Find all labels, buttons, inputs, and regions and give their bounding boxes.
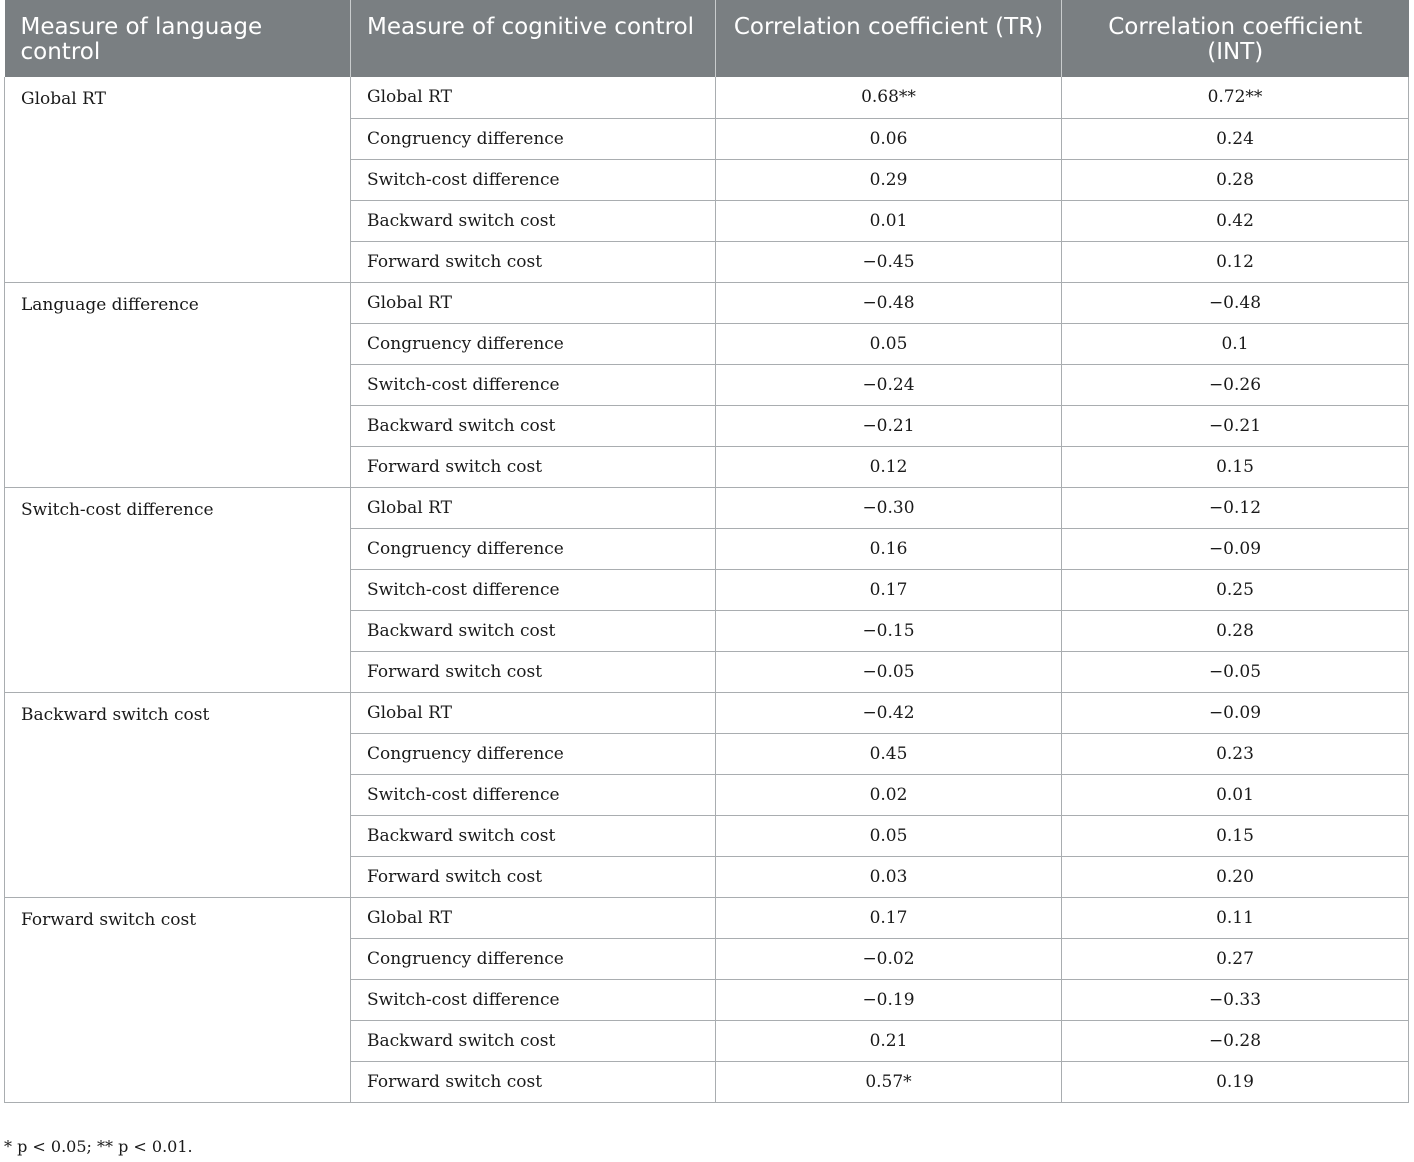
correlation-tr-value: −0.02: [716, 938, 1062, 979]
cognitive-control-measure: Switch-cost difference: [351, 159, 716, 200]
correlation-tr-value: −0.05: [716, 651, 1062, 692]
header-cognitive-control: Measure of cognitive control: [351, 0, 716, 77]
correlation-int-value: −0.33: [1062, 979, 1409, 1020]
correlation-int-value: 0.24: [1062, 118, 1409, 159]
correlation-int-value: 0.12: [1062, 241, 1409, 282]
correlation-tr-value: 0.68**: [716, 77, 1062, 118]
cognitive-control-measure: Congruency difference: [351, 938, 716, 979]
correlation-tr-value: −0.45: [716, 241, 1062, 282]
correlation-int-value: −0.26: [1062, 364, 1409, 405]
correlation-int-value: −0.05: [1062, 651, 1409, 692]
cognitive-control-measure: Switch-cost difference: [351, 569, 716, 610]
correlation-table-container: [4, 0, 1408, 1103]
correlation-int-value: 0.20: [1062, 856, 1409, 897]
correlation-tr-value: −0.15: [716, 610, 1062, 651]
table-row: [5, 897, 1409, 938]
cognitive-control-measure: Congruency difference: [351, 528, 716, 569]
table-header: [5, 0, 1409, 77]
correlation-tr-value: 0.05: [716, 815, 1062, 856]
correlation-tr-value: 0.17: [716, 897, 1062, 938]
correlation-tr-value: 0.57*: [716, 1061, 1062, 1102]
correlation-int-value: 0.11: [1062, 897, 1409, 938]
cognitive-control-measure: Global RT: [351, 692, 716, 733]
correlation-tr-value: 0.17: [716, 569, 1062, 610]
correlation-tr-value: −0.30: [716, 487, 1062, 528]
cognitive-control-measure: Forward switch cost: [351, 241, 716, 282]
header-correlation-tr: Correlation coefficient (TR): [716, 0, 1062, 77]
correlation-tr-value: 0.01: [716, 200, 1062, 241]
correlation-int-value: 0.28: [1062, 159, 1409, 200]
cognitive-control-measure: Backward switch cost: [351, 610, 716, 651]
table-row: [5, 77, 1409, 118]
correlation-tr-value: 0.16: [716, 528, 1062, 569]
cognitive-control-measure: Congruency difference: [351, 733, 716, 774]
correlation-int-value: −0.21: [1062, 405, 1409, 446]
correlation-int-value: 0.42: [1062, 200, 1409, 241]
cognitive-control-measure: Switch-cost difference: [351, 774, 716, 815]
correlation-tr-value: 0.12: [716, 446, 1062, 487]
correlation-int-value: 0.25: [1062, 569, 1409, 610]
table-body: [5, 77, 1409, 1102]
correlation-tr-value: −0.19: [716, 979, 1062, 1020]
correlation-int-value: 0.28: [1062, 610, 1409, 651]
correlation-int-value: 0.15: [1062, 446, 1409, 487]
correlation-tr-value: −0.48: [716, 282, 1062, 323]
correlation-int-value: 0.15: [1062, 815, 1409, 856]
correlation-int-value: 0.1: [1062, 323, 1409, 364]
language-control-measure: Language difference: [5, 282, 351, 487]
correlation-int-value: 0.01: [1062, 774, 1409, 815]
language-control-measure: Forward switch cost: [5, 897, 351, 1102]
cognitive-control-measure: Forward switch cost: [351, 1061, 716, 1102]
correlation-int-value: 0.27: [1062, 938, 1409, 979]
language-control-measure: Switch-cost difference: [5, 487, 351, 692]
correlation-table: [4, 0, 1409, 1103]
correlation-int-value: −0.12: [1062, 487, 1409, 528]
correlation-int-value: 0.23: [1062, 733, 1409, 774]
cognitive-control-measure: Congruency difference: [351, 118, 716, 159]
language-control-measure: Backward switch cost: [5, 692, 351, 897]
table-footnote: * p < 0.05; ** p < 0.01.: [4, 1137, 193, 1156]
correlation-tr-value: 0.45: [716, 733, 1062, 774]
cognitive-control-measure: Switch-cost difference: [351, 979, 716, 1020]
cognitive-control-measure: Backward switch cost: [351, 815, 716, 856]
cognitive-control-measure: Backward switch cost: [351, 405, 716, 446]
correlation-int-value: −0.09: [1062, 528, 1409, 569]
cognitive-control-measure: Congruency difference: [351, 323, 716, 364]
header-language-control: Measure of language control: [5, 0, 351, 77]
table-row: [5, 487, 1409, 528]
correlation-tr-value: −0.21: [716, 405, 1062, 446]
table-row: [5, 282, 1409, 323]
cognitive-control-measure: Global RT: [351, 77, 716, 118]
correlation-tr-value: −0.42: [716, 692, 1062, 733]
cognitive-control-measure: Global RT: [351, 487, 716, 528]
correlation-tr-value: 0.29: [716, 159, 1062, 200]
correlation-tr-value: 0.05: [716, 323, 1062, 364]
cognitive-control-measure: Forward switch cost: [351, 446, 716, 487]
cognitive-control-measure: Global RT: [351, 282, 716, 323]
correlation-int-value: −0.48: [1062, 282, 1409, 323]
table-row: [5, 692, 1409, 733]
cognitive-control-measure: Forward switch cost: [351, 856, 716, 897]
cognitive-control-measure: Switch-cost difference: [351, 364, 716, 405]
correlation-int-value: 0.19: [1062, 1061, 1409, 1102]
correlation-int-value: 0.72**: [1062, 77, 1409, 118]
correlation-tr-value: −0.24: [716, 364, 1062, 405]
header-correlation-int: Correlation coefficient (INT): [1062, 0, 1409, 77]
correlation-tr-value: 0.21: [716, 1020, 1062, 1061]
cognitive-control-measure: Global RT: [351, 897, 716, 938]
correlation-int-value: −0.09: [1062, 692, 1409, 733]
language-control-measure: Global RT: [5, 77, 351, 282]
correlation-tr-value: 0.03: [716, 856, 1062, 897]
cognitive-control-measure: Backward switch cost: [351, 1020, 716, 1061]
cognitive-control-measure: Forward switch cost: [351, 651, 716, 692]
correlation-tr-value: 0.06: [716, 118, 1062, 159]
correlation-tr-value: 0.02: [716, 774, 1062, 815]
correlation-int-value: −0.28: [1062, 1020, 1409, 1061]
cognitive-control-measure: Backward switch cost: [351, 200, 716, 241]
